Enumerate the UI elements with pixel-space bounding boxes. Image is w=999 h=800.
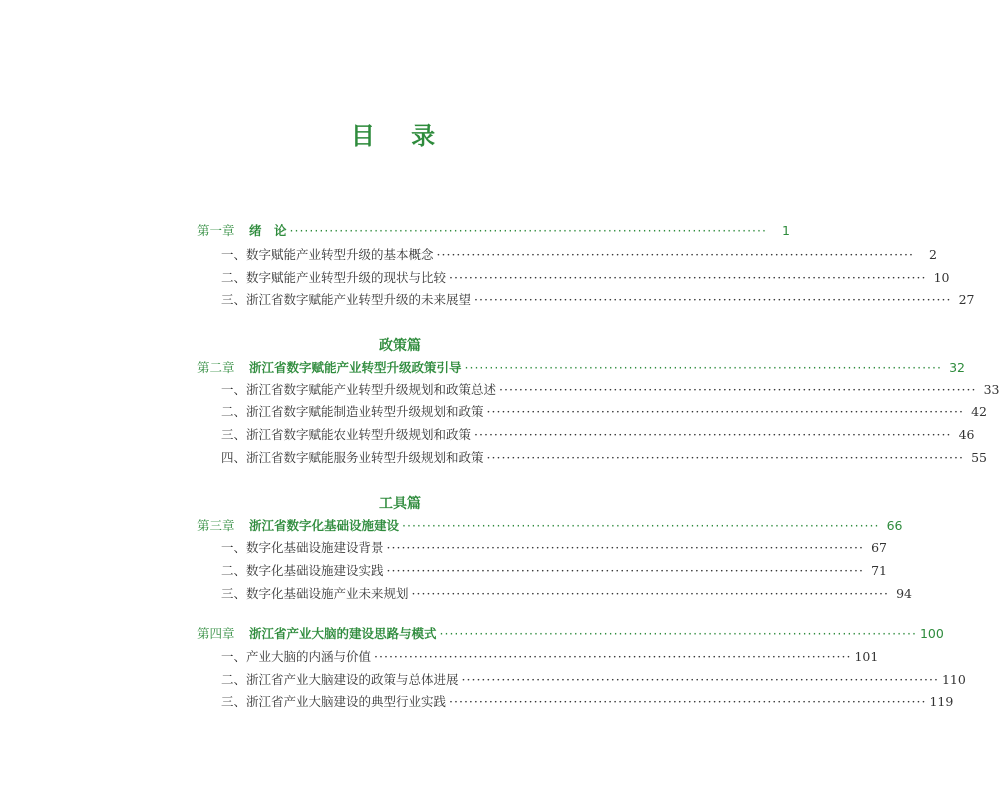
entry-title: 数字化基础设施产业未来规划	[246, 586, 409, 601]
chapter-number: 第一章	[197, 223, 235, 238]
leader-dots: ································································································	[411, 586, 889, 601]
chapter-number: 第二章	[197, 360, 235, 375]
leader-dots: ································································································	[289, 223, 767, 238]
entry-title: 浙江省数字赋能服务业转型升级规划和政策	[246, 450, 484, 465]
leader-dots: ································································································	[474, 292, 952, 307]
leader-dots: ································································································	[374, 649, 852, 664]
entry-title: 浙江省数字赋能产业转型升级规划和政策总述	[246, 382, 497, 397]
entry-number: 二、	[221, 270, 247, 285]
leader-dots: ································································································	[461, 672, 939, 687]
entry-page: 2	[929, 247, 937, 262]
entry-title: 产业大脑的内涵与价值	[246, 649, 372, 664]
toc-chapter-3[interactable]	[197, 516, 903, 536]
chapter-title: 浙江省数字化基础设施建设	[249, 518, 400, 533]
toc-title: 目 录	[350, 122, 450, 150]
entry-number: 二、	[221, 672, 247, 687]
toc-entry[interactable]	[197, 448, 987, 468]
entry-page: 46	[958, 427, 975, 442]
entry-number: 三、	[221, 694, 247, 709]
leader-dots: ································································································	[486, 404, 964, 419]
entry-number: 一、	[221, 540, 247, 555]
chapter-title: 绪 论	[249, 223, 287, 238]
chapter-page: 32	[949, 360, 965, 375]
toc-entry[interactable]	[197, 584, 912, 604]
chapter-page: 100	[919, 626, 944, 641]
toc-entry[interactable]	[197, 245, 937, 265]
toc-entry[interactable]	[197, 268, 950, 288]
chapter-number: 第四章	[197, 626, 235, 641]
entry-number: 四、	[221, 450, 247, 465]
leader-dots: ································································································	[486, 450, 964, 465]
toc-entry[interactable]	[197, 647, 879, 667]
toc-entry[interactable]	[197, 290, 975, 310]
leader-dots: ································································································	[474, 427, 952, 442]
entry-title: 浙江省数字赋能制造业转型升级规划和政策	[246, 404, 484, 419]
entry-page: 67	[871, 540, 887, 555]
chapter-page: 1	[782, 223, 790, 238]
entry-page: 42	[971, 404, 987, 419]
entry-page: 55	[971, 450, 987, 465]
entry-page: 101	[854, 649, 879, 664]
leader-dots: ································································································	[439, 626, 917, 641]
leader-dots: ································································································	[402, 518, 880, 533]
entry-title: 数字化基础设施建设背景	[246, 540, 384, 555]
entry-title: 浙江省产业大脑建设的政策与总体进展	[246, 672, 459, 687]
toc-entry[interactable]	[197, 425, 975, 445]
section-heading-policy: 政策篇	[379, 338, 421, 354]
entry-number: 一、	[221, 649, 247, 664]
entry-page: 119	[929, 694, 954, 709]
leader-dots: ································································································	[436, 247, 914, 262]
toc-entry[interactable]	[197, 380, 999, 400]
entry-number: 三、	[221, 586, 247, 601]
entry-page: 33	[983, 382, 999, 397]
toc-entry[interactable]	[197, 402, 987, 422]
leader-dots: ································································································	[499, 382, 977, 397]
entry-number: 二、	[221, 404, 247, 419]
toc-entry[interactable]	[197, 561, 887, 581]
chapter-page: 66	[886, 518, 903, 533]
entry-number: 一、	[221, 247, 247, 262]
section-heading-tools: 工具篇	[379, 496, 421, 512]
chapter-title: 浙江省数字赋能产业转型升级政策引导	[249, 360, 462, 375]
entry-page: 110	[941, 672, 966, 687]
leader-dots: ································································································	[464, 360, 942, 375]
entry-number: 三、	[221, 292, 247, 307]
entry-title: 数字赋能产业转型升级的基本概念	[246, 247, 434, 262]
toc-chapter-4[interactable]	[197, 624, 944, 644]
leader-dots: ································································································	[386, 540, 864, 555]
entry-title: 浙江省产业大脑建设的典型行业实践	[246, 694, 447, 709]
entry-title: 浙江省数字赋能产业转型升级的未来展望	[246, 292, 472, 307]
toc-entry[interactable]	[197, 670, 966, 690]
entry-title: 浙江省数字赋能农业转型升级规划和政策	[246, 427, 472, 442]
leader-dots: ································································································	[449, 694, 927, 709]
entry-page: 10	[933, 270, 950, 285]
leader-dots: ································································································	[449, 270, 927, 285]
entry-title: 数字赋能产业转型升级的现状与比较	[246, 270, 447, 285]
entry-number: 三、	[221, 427, 247, 442]
toc-entry[interactable]	[197, 692, 954, 712]
leader-dots: ································································································	[386, 563, 864, 578]
entry-title: 数字化基础设施建设实践	[246, 563, 384, 578]
chapter-number: 第三章	[197, 518, 235, 533]
toc-chapter-2[interactable]	[197, 358, 965, 378]
entry-page: 71	[871, 563, 887, 578]
entry-page: 94	[896, 586, 912, 601]
toc-entry[interactable]	[197, 538, 887, 558]
toc-chapter-1[interactable]	[197, 221, 790, 241]
chapter-title: 浙江省产业大脑的建设思路与模式	[249, 626, 437, 641]
entry-number: 一、	[221, 382, 247, 397]
entry-page: 27	[958, 292, 975, 307]
entry-number: 二、	[221, 563, 247, 578]
